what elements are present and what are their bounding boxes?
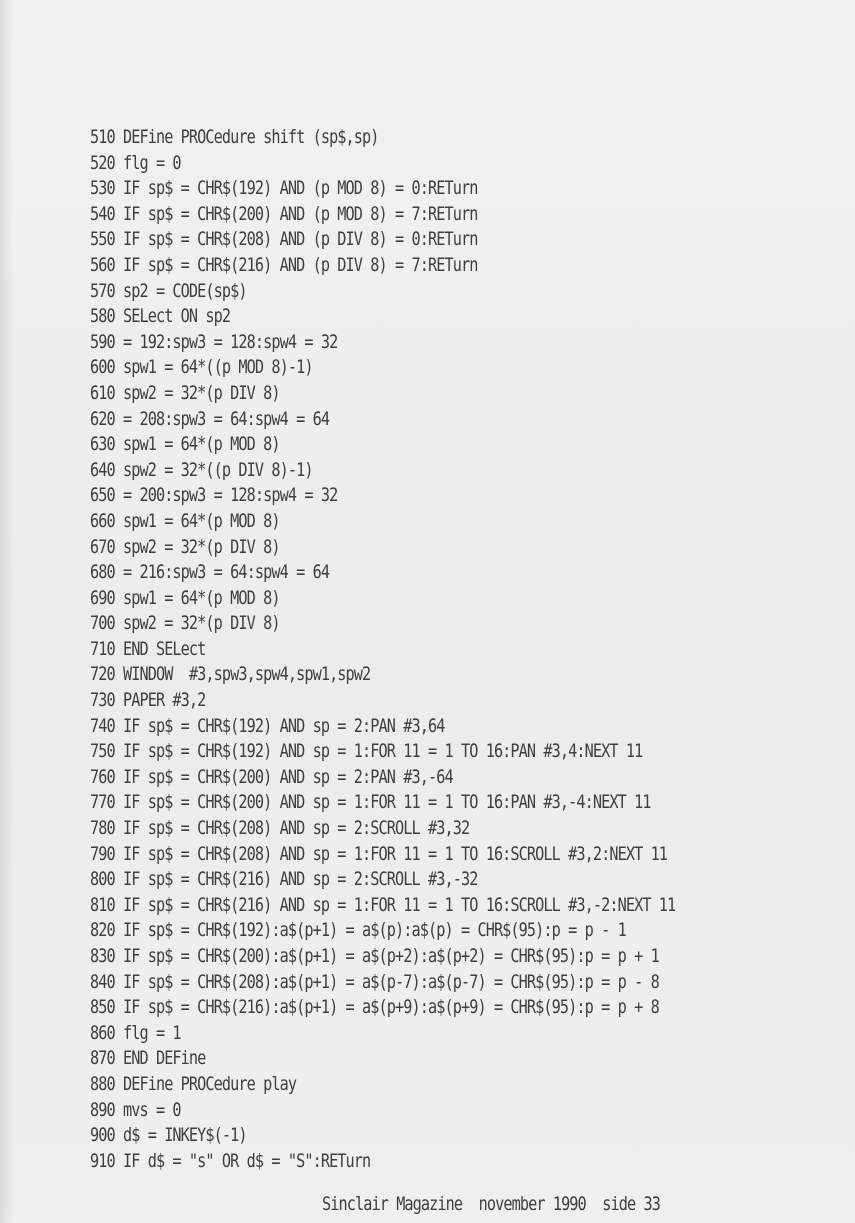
code-line: 600 spw1 = 64*((p MOD 8)-1) <box>90 356 313 379</box>
code-line: 590 = 192:spw3 = 128:spw4 = 32 <box>90 330 338 353</box>
code-line: 730 PAPER #3,2 <box>90 688 206 711</box>
code-line: 710 END SELect <box>90 637 206 660</box>
page-edge-shadow <box>0 0 14 1223</box>
code-line: 520 flg = 0 <box>90 151 181 174</box>
code-line: 530 IF sp$ = CHR$(192) AND (p MOD 8) = 0:RETurn <box>90 177 478 199</box>
code-line: 840 IF sp$ = CHR$(208):a$(p+1) = a$(p-7):a$(p-7) = CHR$(95):p = p - 8 <box>90 970 659 993</box>
code-line: 550 IF sp$ = CHR$(208) AND (p DIV 8) = 0:RETurn <box>90 228 478 251</box>
code-line: 540 IF sp$ = CHR$(200) AND (p MOD 8) = 7:RETurn <box>90 202 478 225</box>
basic-code-listing <box>90 125 830 1174</box>
code-line: 890 mvs = 0 <box>90 1098 181 1121</box>
code-line: 770 IF sp$ = CHR$(200) AND sp = 1:FOR 11 = 1 TO 16:PAN #3,-4:NEXT 11 <box>90 791 651 814</box>
code-line: 880 DEFine PROCedure play <box>90 1072 297 1095</box>
code-line: 910 IF d$ = "s" OR d$ = "S":RETurn <box>90 1149 371 1172</box>
code-line: 610 spw2 = 32*(p DIV 8) <box>90 381 280 404</box>
code-line: 740 IF sp$ = CHR$(192) AND sp = 2:PAN #3,64 <box>90 714 445 737</box>
code-line: 650 = 200:spw3 = 128:spw4 = 32 <box>90 484 338 507</box>
code-line: 810 IF sp$ = CHR$(216) AND sp = 1:FOR 11 = 1 TO 16:SCROLL #3,-2:NEXT 11 <box>90 893 676 916</box>
code-line: 670 spw2 = 32*(p DIV 8) <box>90 535 280 558</box>
code-line: 510 DEFine PROCedure shift (sp$,sp) <box>90 125 379 148</box>
code-line: 900 d$ = INKEY$(-1) <box>90 1124 247 1146</box>
code-line: 720 WINDOW #3,spw3,spw4,spw1,spw2 <box>90 663 371 686</box>
code-line: 570 sp2 = CODE(sp$) <box>90 279 247 302</box>
code-line: 870 END DEFine <box>90 1047 206 1070</box>
code-line: 790 IF sp$ = CHR$(208) AND sp = 1:FOR 11 = 1 TO 16:SCROLL #3,2:NEXT 11 <box>90 842 668 865</box>
code-line: 620 = 208:spw3 = 64:spw4 = 64 <box>90 407 330 430</box>
code-line: 680 = 216:spw3 = 64:spw4 = 64 <box>90 560 330 583</box>
code-line: 820 IF sp$ = CHR$(192):a$(p+1) = a$(p):a$(p) = CHR$(95):p = p - 1 <box>90 919 626 942</box>
code-line: 850 IF sp$ = CHR$(216):a$(p+1) = a$(p+9):a$(p+9) = CHR$(95):p = p + 8 <box>90 996 659 1018</box>
code-line: 560 IF sp$ = CHR$(216) AND (p DIV 8) = 7:RETurn <box>90 253 478 276</box>
code-line: 760 IF sp$ = CHR$(200) AND sp = 2:PAN #3,-64 <box>90 765 453 788</box>
code-line: 750 IF sp$ = CHR$(192) AND sp = 1:FOR 11 = 1 TO 16:PAN #3,4:NEXT 11 <box>90 740 643 763</box>
code-line: 660 spw1 = 64*(p MOD 8) <box>90 509 280 532</box>
code-line: 580 SELect ON sp2 <box>90 305 231 327</box>
code-line: 640 spw2 = 32*((p DIV 8)-1) <box>90 458 313 481</box>
code-line: 800 IF sp$ = CHR$(216) AND sp = 2:SCROLL #3,-32 <box>90 868 478 891</box>
code-line: 700 spw2 = 32*(p DIV 8) <box>90 612 280 635</box>
code-line: 780 IF sp$ = CHR$(208) AND sp = 2:SCROLL #3,32 <box>90 816 470 839</box>
code-line: 630 spw1 = 64*(p MOD 8) <box>90 432 280 455</box>
code-line: 830 IF sp$ = CHR$(200):a$(p+1) = a$(p+2):a$(p+2) = CHR$(95):p = p + 1 <box>90 944 659 967</box>
page-footer: Sinclair Magazine november 1990 side 33 <box>322 1193 660 1215</box>
code-line: 860 flg = 1 <box>90 1021 181 1044</box>
code-line: 690 spw1 = 64*(p MOD 8) <box>90 586 280 609</box>
